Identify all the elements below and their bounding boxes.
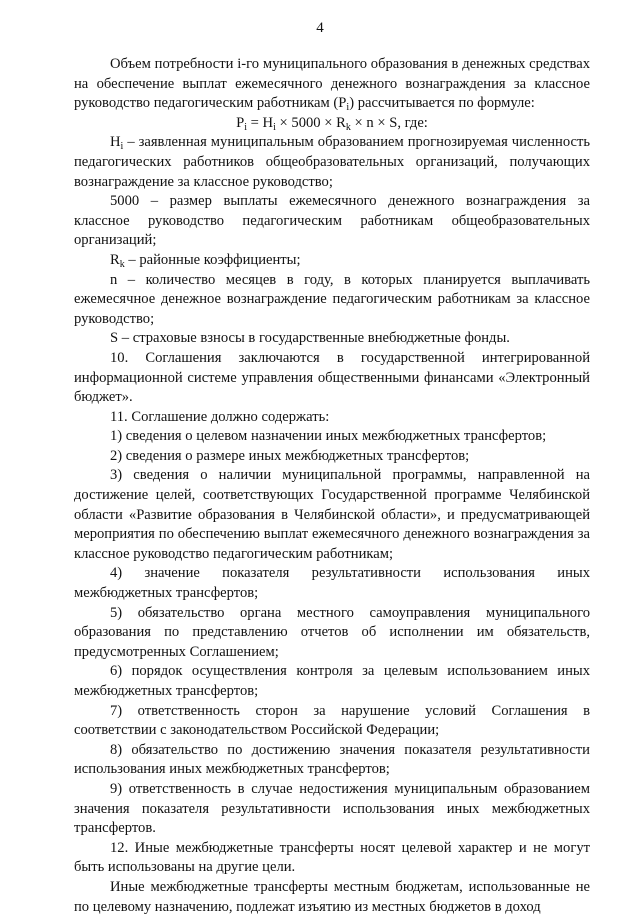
list-item-8: 8) обязательство по достижению значения показателя результативности использования иных межбюджетных трансфертов; bbox=[74, 741, 590, 778]
paragraph-10: 10. Соглашения заключаются в государственной интегрированной информационной системе управления общественными финансами «Электронный бюджет». bbox=[74, 349, 590, 406]
paragraph-def-rk: $R_k$ – районные коэффициенты; bbox=[110, 251, 301, 270]
paragraph-need-volume: Объем потребности i-го муниципального образования в денежных средствах на обеспечение выплат ежемесячного денежного вознаграждения за классное руководство педагогическим работникам $(P_i)$ рассчитывается по формуле: bbox=[74, 56, 590, 114]
document-body bbox=[74, 55, 590, 917]
paragraph-def-s: S – страховые взносы в государственные внебюджетные фонды. bbox=[110, 330, 510, 347]
list-item-6: 6) порядок осуществления контроля за целевым использованием иных межбюджетных трансфертов; bbox=[74, 663, 590, 699]
paragraph-11: 11. Соглашение должно содержать: bbox=[110, 408, 330, 425]
list-item-4: 4) значение показателя результативности использования иных межбюджетных трансфертов; bbox=[74, 565, 590, 602]
paragraph-misuse: Иные межбюджетные трансферты местным бюджетам, использованные не по целевому назначению, подлежат изъятию из местных бюджетов в доход bbox=[74, 878, 590, 915]
list-item-5: 5) обязательство органа местного самоуправления муниципального образования по представлению отчетов об исполнении им обязательств, предусмотренных Соглашением; bbox=[74, 604, 590, 660]
paragraph-12: 12. Иные межбюджетные трансферты носят целевой характер и не могут быть использованы на другие цели. bbox=[74, 839, 590, 876]
list-item-3: 3) сведения о наличии муниципальной программы, направленной на достижение целей, соответствующих Государственной программе Челябинской области «Развитие образования в Челябинской области», и предусматривающей мероприятия по обеспечению выплат ежемесячного денежного вознаграждения за классное руководство педагогическим работникам; bbox=[74, 467, 590, 562]
paragraph-def-hi: $H_i$ – заявленная муниципальным образованием прогнозируемая численность педагогических работников общеобразовательных организаций, получающих вознаграждение за классное руководство; bbox=[74, 134, 590, 190]
formula: $P_i = H_i \times 5000 \times R_k \times n \times S$, где: bbox=[236, 114, 428, 133]
list-item-1: 1) сведения о целевом назначении иных межбюджетных трансфертов; bbox=[110, 428, 547, 445]
paragraph-def-5000: 5000 – размер выплаты ежемесячного денежного вознаграждения за классное руководство педагогическим работникам общеобразовательных организаций; bbox=[74, 193, 590, 249]
list-item-7: 7) ответственность сторон за нарушение условий Соглашения в соответствии с законодательством Российской Федерации; bbox=[74, 702, 590, 739]
list-item-2: 2) сведения о размере иных межбюджетных трансфертов; bbox=[110, 447, 470, 464]
paragraph-def-n: n – количество месяцев в году, в которых планируется выплачивать ежемесячное денежное вознаграждение педагогическим работникам за классное руководство; bbox=[74, 271, 590, 327]
list-item-9: 9) ответственность в случае недостижения муниципальным образованием значения показателя результативности использования иных межбюджетных трансфертов. bbox=[74, 780, 590, 837]
page-number: 4 bbox=[316, 20, 324, 36]
